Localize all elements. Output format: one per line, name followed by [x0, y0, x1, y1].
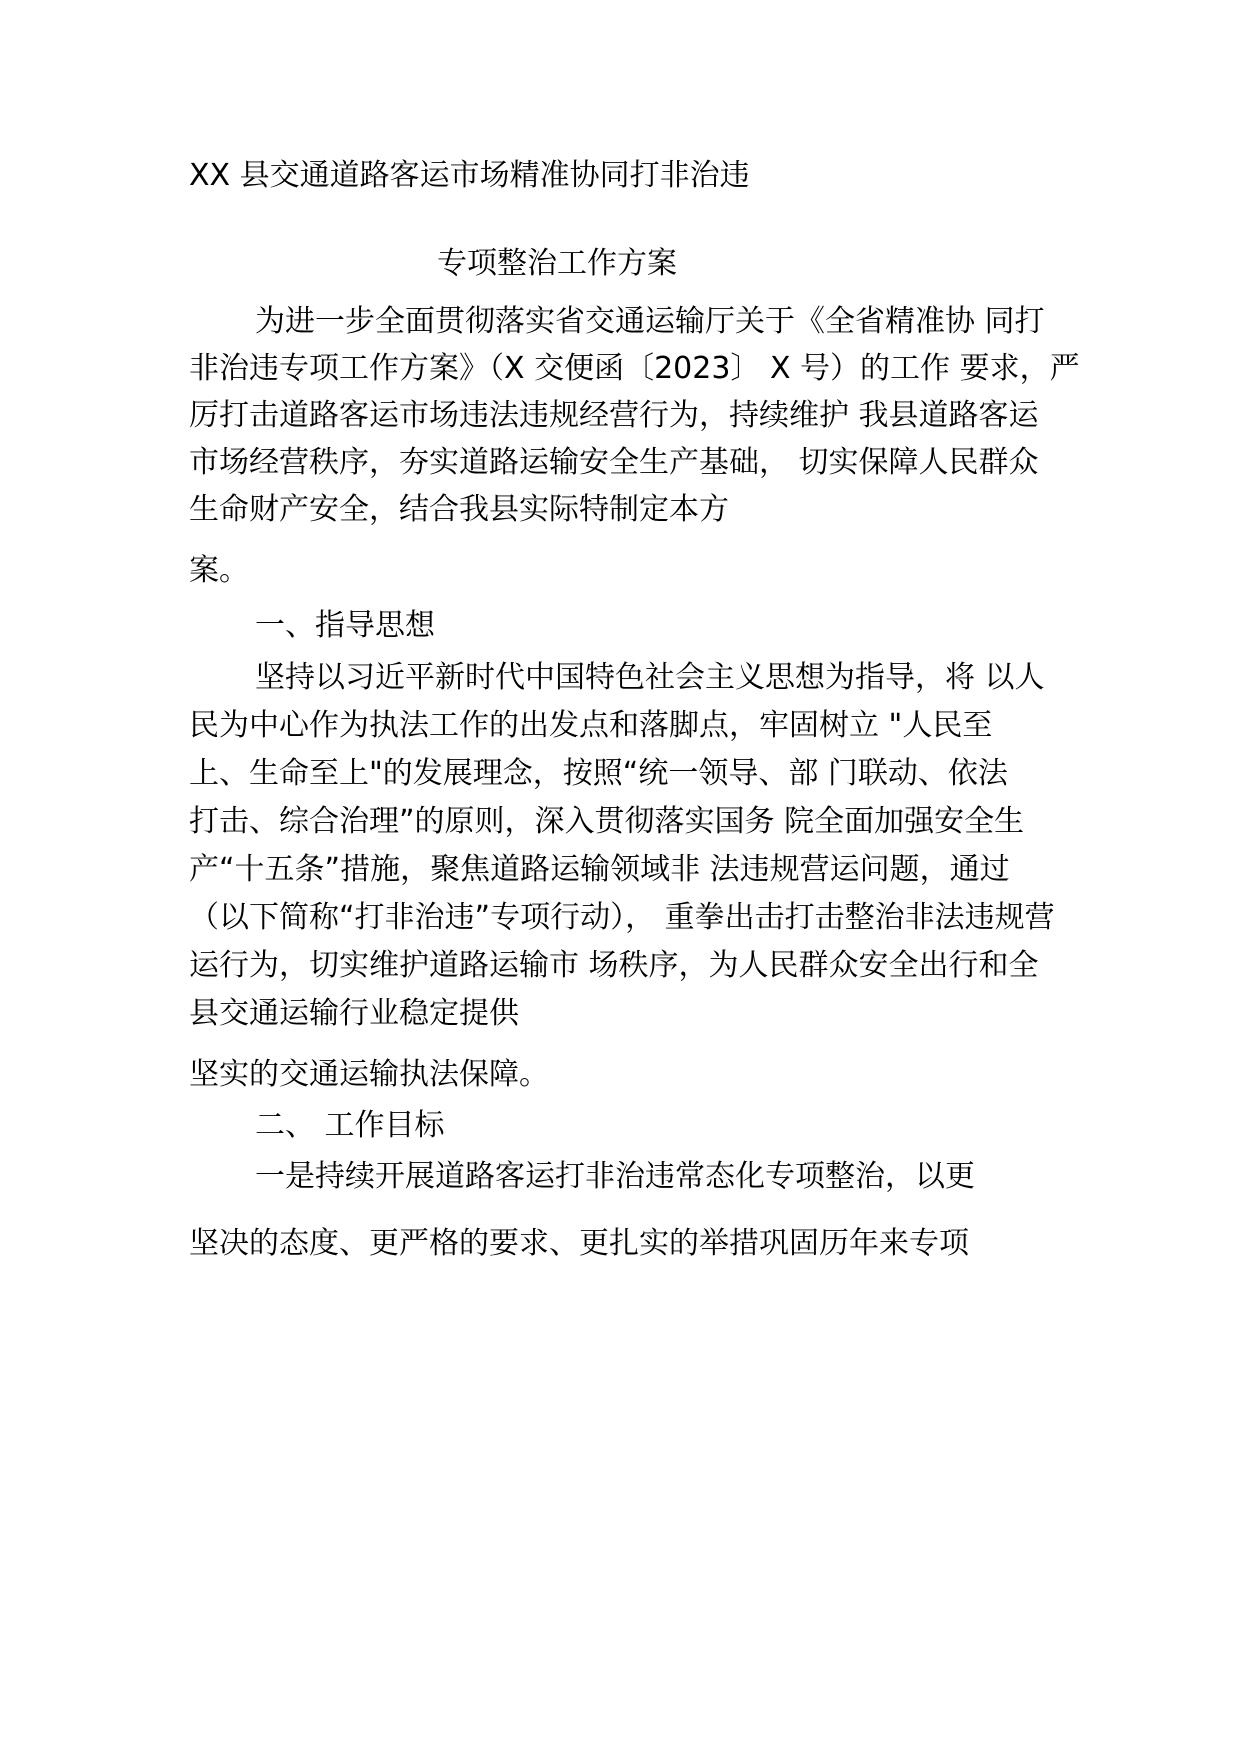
document-title-line-2: 专项整治工作方案	[437, 246, 677, 281]
section-1-line-5: 产“十五条”措施，聚焦道路运输领域非 法违规营运问题，通过	[189, 852, 1010, 887]
section-1-line-3: 上、生命至上"的发展理念，按照“统一领导、部 门联动、依法	[189, 756, 1008, 791]
section-2-line-2: 坚决的态度、更严格的要求、更扎实的举措巩固历年来专项	[189, 1226, 969, 1261]
section-2-heading: 二、 工作目标	[255, 1108, 445, 1143]
intro-line-6: 案。	[189, 553, 249, 588]
intro-line-2: 非治违专项工作方案》（X 交便函〔2023〕 X 号）的工作 要求，严	[189, 351, 1080, 386]
document-title-line-1: XX 县交通道路客运市场精准协同打非治违	[189, 158, 750, 193]
section-1-line-2: 民为中心作为执法工作的出发点和落脚点，牢固树立 "人民至	[189, 708, 993, 743]
section-1-heading: 一、指导思想	[255, 608, 435, 643]
intro-line-3: 厉打击道路客运市场违法违规经营行为，持续维护 我县道路客运	[189, 398, 1039, 433]
intro-line-1: 为进一步全面贯彻落实省交通运输厅关于《全省精准协 同打	[255, 304, 1045, 339]
section-1-line-7: 运行为，切实维护道路运输市 场秩序，为人民群众安全出行和全	[189, 948, 1039, 983]
section-1-line-4: 打击、综合治理”的原则，深入贯彻落实国务 院全面加强安全生	[189, 804, 1025, 839]
intro-line-4: 市场经营秩序，夯实道路运输安全生产基础， 切实保障人民群众	[189, 445, 1039, 480]
section-2-line-1: 一是持续开展道路客运打非治违常态化专项整治，以更	[255, 1159, 975, 1194]
section-1-line-1: 坚持以习近平新时代中国特色社会主义思想为指导，将 以人	[255, 660, 1045, 695]
section-1-line-6: （以下简称“打非治违”专项行动）， 重拳出击打击整治非法违规营	[189, 900, 1055, 935]
section-1-line-8: 县交通运输行业稳定提供	[189, 996, 519, 1031]
intro-line-5: 生命财产安全，结合我县实际特制定本方	[189, 492, 729, 527]
section-1-line-9: 坚实的交通运输执法保障。	[189, 1057, 549, 1092]
